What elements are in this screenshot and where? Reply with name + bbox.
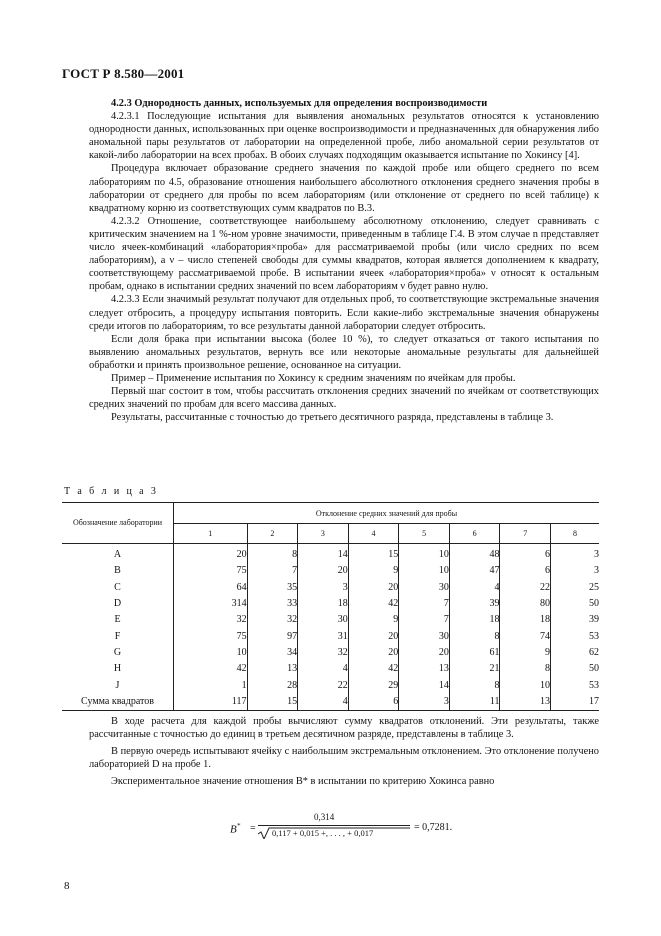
table-cell: 10 — [236, 646, 247, 658]
table-cell: 7 — [399, 612, 450, 628]
sum-of-squares-row — [62, 694, 599, 711]
table-cell: 14 — [298, 544, 349, 564]
table-row — [62, 596, 599, 612]
table-cell: 74 — [500, 628, 551, 644]
table-cell: 20 — [348, 580, 399, 596]
column-header: 3 — [298, 524, 349, 544]
lab-label: G — [62, 645, 174, 661]
lab-label: A — [62, 544, 174, 564]
table-row — [62, 628, 599, 644]
table-cell: 3 — [551, 563, 599, 579]
table-cell: 4 — [298, 661, 349, 677]
table-cell: 33 — [247, 596, 298, 612]
lab-label: E — [62, 612, 174, 628]
table-cell: 18 — [500, 612, 551, 628]
table-cell: 20 — [236, 549, 247, 561]
table-cell: 47 — [449, 563, 500, 579]
page-number: 8 — [64, 880, 70, 892]
paragraph: В ходе расчета для каждой пробы вычисляют сумму квадратов отклонений. Эти результаты, также рассчитанные с точностью до единиц в третьем десятичном разряде, представлены в таблице 3. — [89, 716, 599, 741]
paragraph: Результаты, рассчитанные с точностью до третьего десятичного разряда, представлены в таблице 3. — [111, 412, 554, 424]
lab-label: H — [62, 661, 174, 677]
hawkins-formula — [230, 812, 470, 848]
table-cell: 21 — [449, 661, 500, 677]
table-cell: 17 — [551, 694, 599, 711]
formula-denominator: 0,117 + 0,015 +, . . . , + 0,017 — [272, 828, 374, 838]
table-cell: 32 — [298, 645, 349, 661]
lab-column-header: Обозначение лаборатории — [62, 503, 174, 544]
table-cell: 30 — [399, 580, 450, 596]
paragraph: 4.2.3.1 Последующие испытания для выявления аномальных результатов относятся к установлению однородности данных, использованных при оценке воспроизводимости и предназначенных для обнаружения либо аномальной пары результатов от лаборатории на определенной пробе, либо аномальной серии результатов от какой-либо лаборатории на всех пробах. В обоих случаях подходящим оказывается испытание по Хокинсу [4]. — [89, 111, 599, 162]
table-cell: 62 — [551, 645, 599, 661]
table-caption: Т а б л и ц а 3 — [64, 486, 159, 497]
table-cell: 75 — [236, 565, 247, 577]
table-row — [62, 544, 599, 564]
table-cell: 20 — [348, 645, 399, 661]
table-cell: 18 — [449, 612, 500, 628]
formula-superscript: * — [236, 822, 241, 830]
table-cell: 20 — [399, 645, 450, 661]
table-row — [62, 580, 599, 596]
table-cell: 1 — [241, 679, 247, 691]
table-row — [62, 661, 599, 677]
table-row — [62, 677, 599, 693]
table-row — [62, 612, 599, 628]
table-cell: 48 — [449, 544, 500, 564]
table-cell: 14 — [399, 677, 450, 693]
table-cell: 10 — [399, 544, 450, 564]
table-cell: 42 — [348, 661, 399, 677]
table-cell: 7 — [247, 563, 298, 579]
table-cell: 13 — [399, 661, 450, 677]
table-cell: 3 — [298, 580, 349, 596]
formula-equals: = — [250, 823, 256, 834]
table-cell: 6 — [500, 563, 551, 579]
column-header: 2 — [247, 524, 298, 544]
after-table-text — [89, 715, 599, 792]
paragraph: 4.2.3.2 Отношение, соответствующее наибольшему абсолютному отклонению, следует сравнивать с критическим значением на 1 %-ном уровне значимости, приведенным в таблице Г.4. В этом случае n представляет число ячеек-комбинаций «лаборатория×проба» для рассматриваемой пробы (или число средних по всем лабораториям), а ν – число степеней свободы для суммы квадратов, которая является дополнением к квадрату, соответствующему рассматриваемой пробе. В испытании ячеек «лаборатория×проба» ν относят к остальным пробам, однако в испытании средних значений по всем лабораториям ν будет равно нулю. — [89, 215, 599, 293]
column-header: 6 — [449, 524, 500, 544]
table-cell: 39 — [449, 596, 500, 612]
table-cell: 15 — [247, 694, 298, 711]
table-cell: 22 — [298, 677, 349, 693]
paragraph: Первый шаг состоит в том, чтобы рассчитать отклонения средних значений по ячейкам от соответствующих средних значений по пробам для всего массива данных. — [89, 386, 599, 411]
table-cell: 53 — [551, 628, 599, 644]
table-cell: 6 — [500, 544, 551, 564]
table-cell: 117 — [174, 694, 248, 711]
table-cell: 80 — [500, 596, 551, 612]
table-cell: 53 — [551, 677, 599, 693]
table-cell: 8 — [449, 628, 500, 644]
fraction-bar — [258, 825, 410, 826]
table-cell: 42 — [236, 663, 247, 675]
table-cell: 30 — [399, 628, 450, 644]
paragraph: 4.2.3.3 Если значимый результат получают для отдельных проб, то соответствующие экстремальные значения следует отбросить, а процедуру испытания повторить. Если какие-либо экстремальные значения обнаружены среди итогов по лабораториям, то все результаты данной лаборатории следует отбросить. — [89, 294, 599, 332]
lab-label: B — [62, 563, 174, 579]
table-cell: 15 — [348, 544, 399, 564]
table-cell: 25 — [551, 580, 599, 596]
section-heading: 4.2.3 Однородность данных, используемых для определения воспроизводимости — [111, 98, 488, 109]
table-cell: 34 — [247, 645, 298, 661]
table-cell: 30 — [298, 612, 349, 628]
table-cell: 50 — [551, 661, 599, 677]
formula-variable: B — [230, 823, 237, 836]
table-cell: 29 — [348, 677, 399, 693]
paragraph: Процедура включает образование среднего значения по каждой пробе или общего среднего по всем лабораториям по 4.5, образование отношения наибольшего абсолютного отклонения среднего значения пробы в лаборатории от среднего для пробы по всем лабораториям (или отклонение от среднего по всей таблице) к квадратному корню из соответствующих сумм квадратов по В.3. — [89, 163, 599, 214]
table-cell: 39 — [551, 612, 599, 628]
paragraph: Экспериментальное значение отношения B* в испытании по критерию Хокинса равно — [111, 776, 495, 788]
table-cell: 11 — [449, 694, 500, 711]
column-header: 4 — [348, 524, 399, 544]
table-cell: 3 — [551, 544, 599, 564]
table-cell: 64 — [236, 581, 247, 593]
formula-lhs — [230, 822, 240, 836]
paragraph: Если доля брака при испытании высока (более 10 %), то следует отказаться от такого испытания по выявлению аномальных результатов, вернуть все или некоторые аномальные результаты для дальнейшей обработки и принять произвольное решение, основанное на ситуации. — [89, 333, 599, 371]
column-header: 8 — [551, 524, 599, 544]
standard-header: ГОСТ Р 8.580—2001 — [62, 66, 185, 81]
table-cell: 32 — [236, 614, 247, 626]
table-cell: 314 — [231, 598, 247, 610]
body-text — [89, 97, 599, 424]
table-cell: 6 — [348, 694, 399, 711]
column-header: 7 — [500, 524, 551, 544]
table-cell: 10 — [500, 677, 551, 693]
lab-label: F — [62, 628, 174, 644]
example-paragraph: Пример – Применение испытания по Хокинсу к средним значениям по ячейкам для пробы. — [111, 372, 516, 384]
table-cell: 75 — [236, 630, 247, 642]
deviation-table — [62, 502, 599, 711]
table-cell: 8 — [449, 677, 500, 693]
table-cell: 20 — [298, 563, 349, 579]
table-cell: 50 — [551, 596, 599, 612]
table-cell: 35 — [247, 580, 298, 596]
table-cell: 28 — [247, 677, 298, 693]
table-cell: 9 — [500, 645, 551, 661]
table-cell: 22 — [500, 580, 551, 596]
table-cell: 31 — [298, 628, 349, 644]
table-cell: 32 — [247, 612, 298, 628]
table-cell: 13 — [500, 694, 551, 711]
table-cell: 10 — [399, 563, 450, 579]
paragraph: В первую очередь испытывают ячейку с наибольшим экстремальным отклонением. Это отклонение получено лабораторией D на пробе 1. — [89, 746, 599, 771]
table-cell: 9 — [348, 563, 399, 579]
lab-label: D — [62, 596, 174, 612]
table-cell: 8 — [500, 661, 551, 677]
table-cell: 3 — [399, 694, 450, 711]
table-cell: 4 — [449, 580, 500, 596]
table-cell: 18 — [298, 596, 349, 612]
lab-label: C — [62, 580, 174, 596]
table-cell: 61 — [449, 645, 500, 661]
table-cell: 8 — [247, 544, 298, 564]
lab-label: Сумма квадратов — [62, 694, 174, 711]
column-header: 5 — [399, 524, 450, 544]
column-header: 1 — [174, 524, 248, 544]
deviation-header: Отклонение средних значений для пробы — [174, 503, 600, 524]
lab-label: J — [62, 677, 174, 693]
table-cell: 4 — [298, 694, 349, 711]
table-cell: 13 — [247, 661, 298, 677]
formula-result: = 0,7281. — [414, 822, 453, 833]
table-cell: 97 — [247, 628, 298, 644]
formula-numerator: 0,314 — [314, 812, 335, 822]
table-cell: 20 — [348, 628, 399, 644]
table-cell: 9 — [348, 612, 399, 628]
table-row — [62, 563, 599, 579]
table-cell: 7 — [399, 596, 450, 612]
table-row — [62, 645, 599, 661]
table-cell: 42 — [348, 596, 399, 612]
